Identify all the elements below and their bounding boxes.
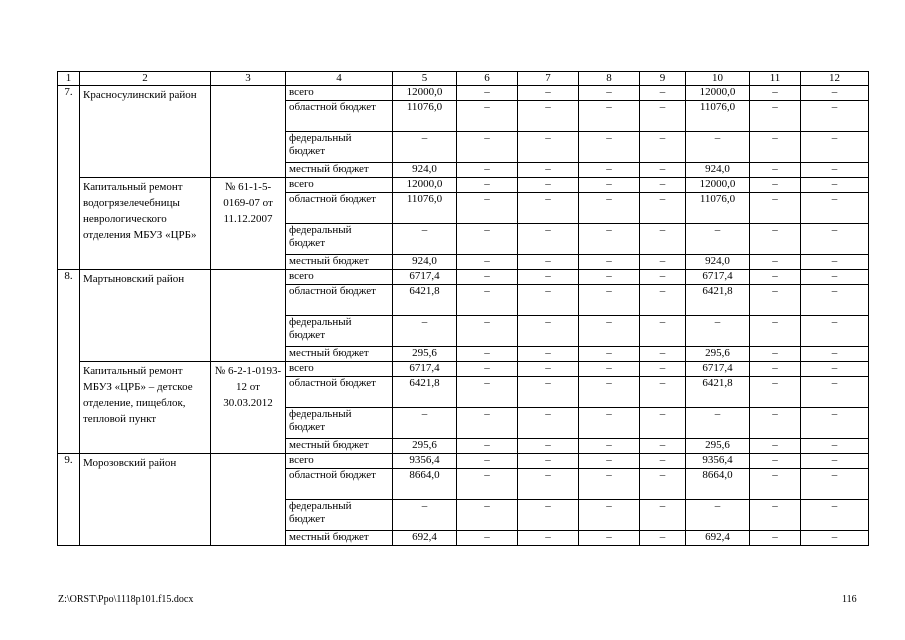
file-path: Z:\ORST\Ppo\1118p101.f15.docx <box>58 594 194 605</box>
value-cell: – <box>750 316 801 347</box>
value-cell: – <box>686 132 750 163</box>
value-cell: – <box>457 347 518 362</box>
value-cell: – <box>457 439 518 454</box>
table-row <box>58 178 869 193</box>
value-cell: – <box>393 408 457 439</box>
value-cell: – <box>640 101 686 132</box>
value-cell: – <box>750 270 801 285</box>
value-cell: – <box>640 362 686 377</box>
value-cell: – <box>579 362 640 377</box>
document-number: № 61-1-5-0169-07 от 11.12.2007 <box>211 178 286 270</box>
value-cell: – <box>518 224 579 255</box>
value-cell: 924,0 <box>686 255 750 270</box>
value-cell: – <box>393 500 457 531</box>
value-cell: – <box>457 86 518 101</box>
budget-type: всего <box>286 270 393 285</box>
document-number <box>211 270 286 362</box>
value-cell: – <box>640 163 686 178</box>
value-cell: – <box>801 362 869 377</box>
value-cell: – <box>457 500 518 531</box>
value-cell: – <box>579 469 640 500</box>
value-cell: – <box>579 454 640 469</box>
value-cell: – <box>457 224 518 255</box>
value-cell: – <box>457 362 518 377</box>
value-cell: – <box>750 132 801 163</box>
value-cell: – <box>579 163 640 178</box>
value-cell: – <box>801 224 869 255</box>
value-cell: 6717,4 <box>686 362 750 377</box>
value-cell: – <box>579 270 640 285</box>
value-cell: – <box>686 500 750 531</box>
object-name: Капитальный ремонт МБУЗ «ЦРБ» – детское отделение, пищеблок, тепловой пункт <box>80 362 211 454</box>
value-cell: – <box>579 285 640 316</box>
value-cell: – <box>518 285 579 316</box>
value-cell: – <box>579 132 640 163</box>
value-cell: 11076,0 <box>686 193 750 224</box>
value-cell: – <box>686 408 750 439</box>
value-cell: – <box>750 439 801 454</box>
value-cell: – <box>518 132 579 163</box>
value-cell: 9356,4 <box>686 454 750 469</box>
value-cell: – <box>518 469 579 500</box>
row-number: 9. <box>58 454 80 546</box>
value-cell: – <box>640 347 686 362</box>
column-header: 4 <box>286 72 393 86</box>
budget-type: местный бюджет <box>286 255 393 270</box>
value-cell: – <box>640 316 686 347</box>
value-cell: – <box>686 224 750 255</box>
value-cell: – <box>393 132 457 163</box>
region-name: Мартыновский район <box>80 270 211 362</box>
value-cell: – <box>457 193 518 224</box>
table-row <box>58 270 869 285</box>
value-cell: – <box>457 316 518 347</box>
budget-table <box>57 71 869 546</box>
value-cell: – <box>750 285 801 316</box>
budget-type: областной бюджет <box>286 193 393 224</box>
region-name: Морозовский район <box>80 454 211 546</box>
value-cell: – <box>801 469 869 500</box>
value-cell: – <box>518 86 579 101</box>
value-cell: – <box>579 439 640 454</box>
row-number: 8. <box>58 270 80 454</box>
value-cell: – <box>801 531 869 546</box>
budget-type: местный бюджет <box>286 163 393 178</box>
value-cell: – <box>579 224 640 255</box>
value-cell: – <box>457 270 518 285</box>
value-cell: 295,6 <box>686 439 750 454</box>
column-header: 1 <box>58 72 80 86</box>
table-row <box>58 454 869 469</box>
value-cell: – <box>801 270 869 285</box>
value-cell: – <box>801 377 869 408</box>
object-name: Капитальный ремонт водогрязелечебницы неврологического отделения МБУЗ «ЦРБ» <box>80 178 211 270</box>
table-body <box>58 72 869 546</box>
value-cell: – <box>750 347 801 362</box>
column-header: 7 <box>518 72 579 86</box>
column-header: 5 <box>393 72 457 86</box>
column-header: 10 <box>686 72 750 86</box>
value-cell: 12000,0 <box>393 86 457 101</box>
value-cell: – <box>801 163 869 178</box>
value-cell: 6421,8 <box>393 285 457 316</box>
value-cell: 295,6 <box>393 439 457 454</box>
value-cell: – <box>750 193 801 224</box>
value-cell: 6717,4 <box>686 270 750 285</box>
value-cell: – <box>801 86 869 101</box>
value-cell: – <box>518 316 579 347</box>
value-cell: – <box>750 408 801 439</box>
value-cell: – <box>518 255 579 270</box>
value-cell: – <box>750 163 801 178</box>
budget-type: областной бюджет <box>286 101 393 132</box>
document-number <box>211 86 286 178</box>
value-cell: – <box>750 531 801 546</box>
value-cell: – <box>518 500 579 531</box>
budget-type: федеральный бюджет <box>286 500 393 531</box>
value-cell: – <box>750 362 801 377</box>
value-cell: – <box>640 193 686 224</box>
table-row <box>58 362 869 377</box>
value-cell: – <box>640 132 686 163</box>
budget-type: местный бюджет <box>286 439 393 454</box>
value-cell: – <box>457 285 518 316</box>
value-cell: 6421,8 <box>686 285 750 316</box>
value-cell: – <box>518 193 579 224</box>
budget-type: федеральный бюджет <box>286 408 393 439</box>
value-cell: – <box>750 255 801 270</box>
value-cell: – <box>801 439 869 454</box>
value-cell: – <box>579 408 640 439</box>
value-cell: – <box>518 531 579 546</box>
value-cell: 924,0 <box>393 163 457 178</box>
value-cell: 692,4 <box>393 531 457 546</box>
value-cell: 924,0 <box>686 163 750 178</box>
value-cell: – <box>579 101 640 132</box>
value-cell: – <box>579 255 640 270</box>
value-cell: – <box>640 86 686 101</box>
value-cell: – <box>640 408 686 439</box>
value-cell: – <box>457 163 518 178</box>
value-cell: 692,4 <box>686 531 750 546</box>
value-cell: 6717,4 <box>393 270 457 285</box>
value-cell: – <box>457 101 518 132</box>
value-cell: – <box>579 316 640 347</box>
value-cell: – <box>518 439 579 454</box>
value-cell: 6717,4 <box>393 362 457 377</box>
value-cell: – <box>640 270 686 285</box>
document-number: № 6-2-1-0193-12 от 30.03.2012 <box>211 362 286 454</box>
value-cell: – <box>457 255 518 270</box>
header-row <box>58 72 869 86</box>
value-cell: – <box>518 163 579 178</box>
value-cell: – <box>750 178 801 193</box>
column-header: 8 <box>579 72 640 86</box>
budget-type: всего <box>286 454 393 469</box>
value-cell: – <box>579 500 640 531</box>
value-cell: – <box>457 531 518 546</box>
value-cell: 8664,0 <box>393 469 457 500</box>
value-cell: – <box>801 316 869 347</box>
value-cell: – <box>640 531 686 546</box>
value-cell: – <box>518 347 579 362</box>
budget-type: федеральный бюджет <box>286 224 393 255</box>
budget-type: всего <box>286 362 393 377</box>
value-cell: 295,6 <box>686 347 750 362</box>
value-cell: 924,0 <box>393 255 457 270</box>
value-cell: 12000,0 <box>686 178 750 193</box>
column-header: 3 <box>211 72 286 86</box>
value-cell: – <box>750 500 801 531</box>
value-cell: – <box>640 224 686 255</box>
column-header: 2 <box>80 72 211 86</box>
value-cell: – <box>518 408 579 439</box>
document-number <box>211 454 286 546</box>
value-cell: – <box>640 469 686 500</box>
value-cell: – <box>686 316 750 347</box>
value-cell: – <box>457 408 518 439</box>
value-cell: 12000,0 <box>686 86 750 101</box>
value-cell: 12000,0 <box>393 178 457 193</box>
budget-type: местный бюджет <box>286 531 393 546</box>
row-number: 7. <box>58 86 80 270</box>
value-cell: – <box>801 347 869 362</box>
budget-type: областной бюджет <box>286 377 393 408</box>
value-cell: – <box>640 439 686 454</box>
budget-type: областной бюджет <box>286 285 393 316</box>
value-cell: – <box>518 362 579 377</box>
value-cell: – <box>801 285 869 316</box>
value-cell: – <box>518 454 579 469</box>
value-cell: – <box>640 285 686 316</box>
column-header: 11 <box>750 72 801 86</box>
value-cell: – <box>457 469 518 500</box>
value-cell: – <box>801 255 869 270</box>
value-cell: – <box>579 347 640 362</box>
budget-type: федеральный бюджет <box>286 316 393 347</box>
budget-type: федеральный бюджет <box>286 132 393 163</box>
value-cell: 11076,0 <box>686 101 750 132</box>
value-cell: 6421,8 <box>393 377 457 408</box>
value-cell: – <box>801 454 869 469</box>
value-cell: – <box>801 101 869 132</box>
value-cell: – <box>801 500 869 531</box>
value-cell: – <box>579 377 640 408</box>
value-cell: – <box>640 255 686 270</box>
value-cell: – <box>640 454 686 469</box>
value-cell: – <box>457 132 518 163</box>
value-cell: – <box>393 224 457 255</box>
value-cell: – <box>457 454 518 469</box>
value-cell: – <box>750 86 801 101</box>
table-row <box>58 86 869 101</box>
value-cell: – <box>640 377 686 408</box>
value-cell: 11076,0 <box>393 101 457 132</box>
value-cell: – <box>801 408 869 439</box>
column-header: 6 <box>457 72 518 86</box>
value-cell: 295,6 <box>393 347 457 362</box>
budget-type: областной бюджет <box>286 469 393 500</box>
value-cell: – <box>750 469 801 500</box>
value-cell: – <box>640 178 686 193</box>
budget-type: всего <box>286 86 393 101</box>
budget-type: всего <box>286 178 393 193</box>
value-cell: – <box>457 377 518 408</box>
value-cell: – <box>518 101 579 132</box>
value-cell: – <box>518 178 579 193</box>
value-cell: – <box>801 193 869 224</box>
value-cell: 11076,0 <box>393 193 457 224</box>
column-header: 9 <box>640 72 686 86</box>
value-cell: – <box>801 132 869 163</box>
value-cell: – <box>750 377 801 408</box>
value-cell: – <box>579 178 640 193</box>
value-cell: – <box>750 454 801 469</box>
value-cell: – <box>640 500 686 531</box>
value-cell: 8664,0 <box>686 469 750 500</box>
value-cell: 6421,8 <box>686 377 750 408</box>
value-cell: – <box>801 178 869 193</box>
value-cell: – <box>750 224 801 255</box>
column-header: 12 <box>801 72 869 86</box>
value-cell: 9356,4 <box>393 454 457 469</box>
value-cell: – <box>457 178 518 193</box>
value-cell: – <box>579 193 640 224</box>
page-number: 116 <box>842 594 857 605</box>
value-cell: – <box>518 377 579 408</box>
value-cell: – <box>750 101 801 132</box>
value-cell: – <box>393 316 457 347</box>
value-cell: – <box>518 270 579 285</box>
region-name: Красносулинский район <box>80 86 211 178</box>
value-cell: – <box>579 531 640 546</box>
budget-type: местный бюджет <box>286 347 393 362</box>
value-cell: – <box>579 86 640 101</box>
